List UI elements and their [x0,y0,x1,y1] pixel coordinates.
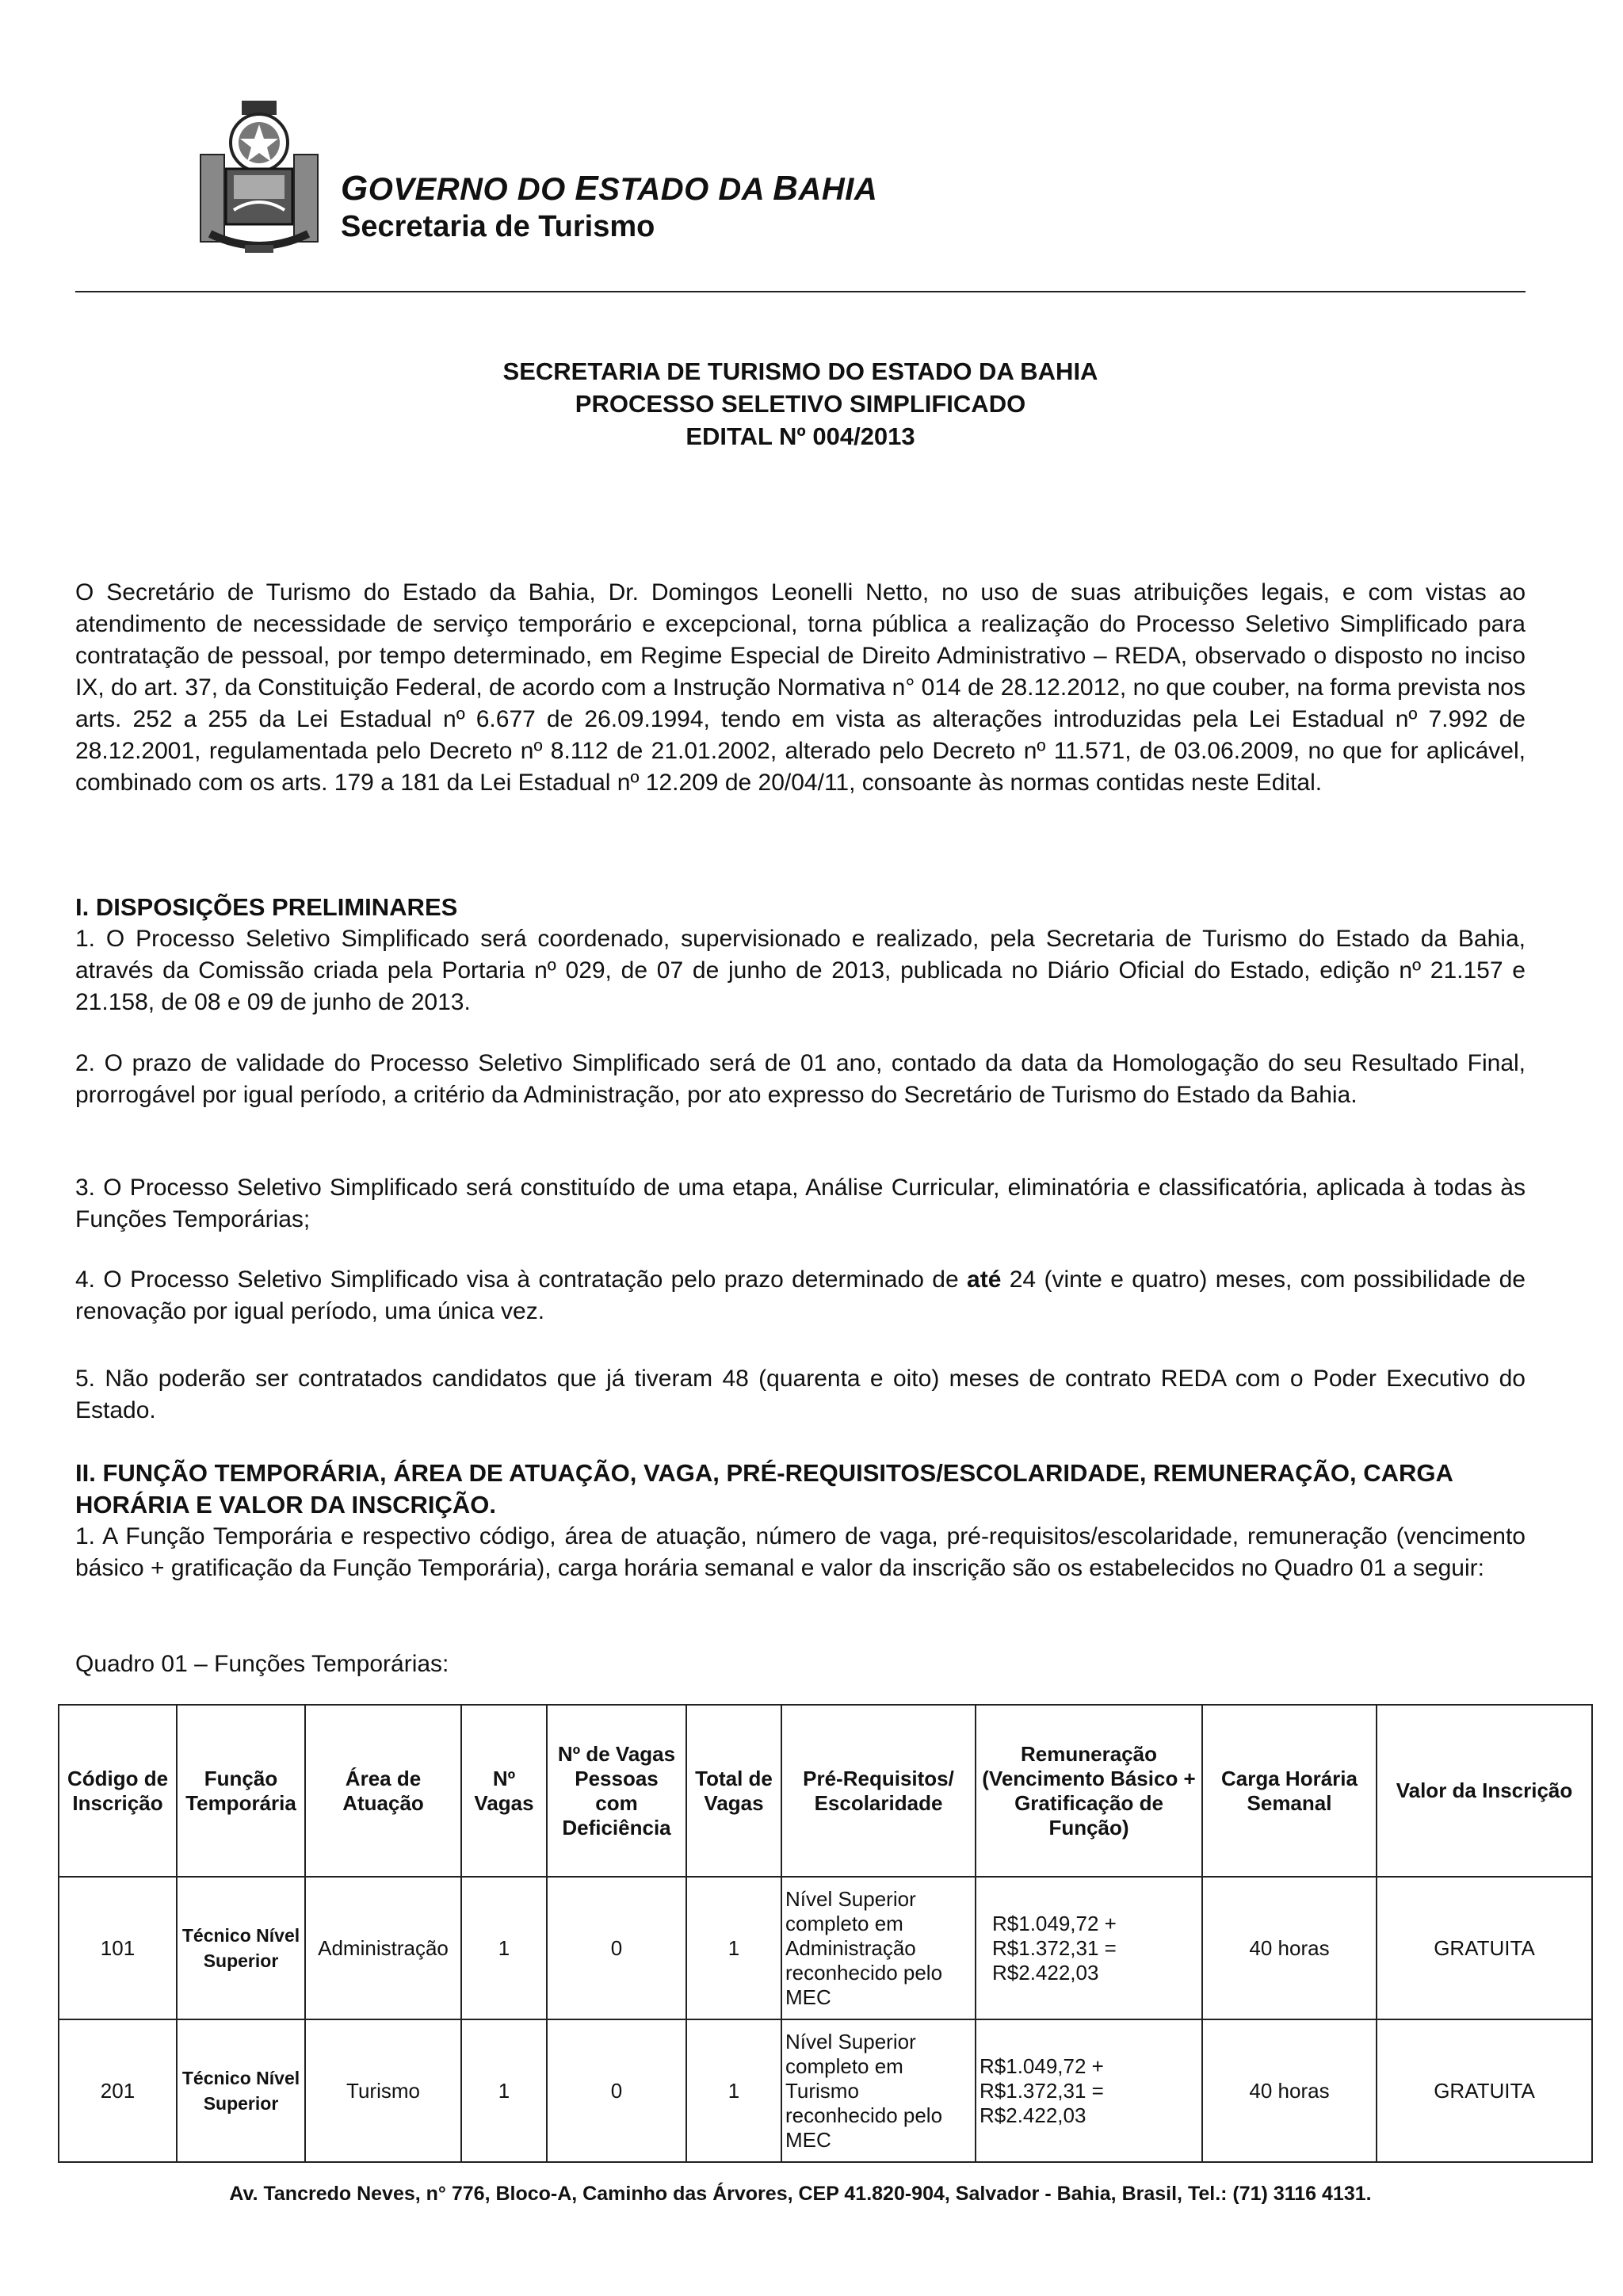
footer-address: Av. Tancredo Neves, n° 776, Bloco-A, Caminho das Árvores, CEP 41.820-904, Salvador - Bahia, Brasil, Tel.: (71) 3116 4131. [229,2183,1372,2205]
title-line-3: EDITAL Nº 004/2013 [685,422,915,450]
cell-valor: GRATUITA [1377,1877,1592,2019]
secretariat-name: Secretaria de Turismo [341,210,655,243]
government-name: GOVERNO DO ESTADO DA BAHIA [341,169,878,208]
table-row [59,1877,1592,2019]
cell-req: Nível Superior completo em Turismo reconhecido pelo MEC [781,2019,976,2162]
cell-vagas: 1 [461,1877,547,2019]
header-codigo: Código de Inscrição [59,1705,177,1877]
cell-total: 1 [686,1877,781,2019]
cell-area: Administração [305,1877,461,2019]
section-2-title: II. FUNÇÃO TEMPORÁRIA, ÁREA DE ATUAÇÃO, VAGA, PRÉ-REQUISITOS/ESCOLARIDADE, REMUNERAÇÃO, CARGA HORÁRIA E VALOR DA INSCRIÇÃO. [75,1459,1453,1519]
title-line-2: PROCESSO SELETIVO SIMPLIFICADO [575,390,1026,418]
section-1-item-5: 5. Não poderão ser contratados candidatos que já tiveram 48 (quarenta e oito) meses de contrato REDA com o Poder Executivo do Estado. [75,1366,1526,1423]
header-req: Pré-Requisitos/ Escolaridade [781,1705,976,1877]
cell-pcd: 0 [547,1877,686,2019]
header-rem: Remuneração (Vencimento Básico + Gratificação de Função) [976,1705,1202,1877]
section-1-item-1: 1. O Processo Seletivo Simplificado será coordenado, supervisionado e realizado, pela Secretaria de Turismo do Estado da Bahia, através da Comissão criada pela Portaria nº 029, de 07 de junho de 2013, publicada no Diário Oficial do Estado, edição nº 21.157 e 21.158, de 08 e 09 de junho de 2013. [75,926,1526,1015]
cell-rem: R$1.049,72 + R$1.372,31 = R$2.422,03 [976,2019,1202,2162]
header-valor: Valor da Inscrição [1377,1705,1592,1877]
cell-funcao: Técnico Nível Superior [177,1877,305,2019]
cell-area: Turismo [305,2019,461,2162]
header-total: Total de Vagas [686,1705,781,1877]
section-1-item-4: 4. O Processo Seletivo Simplificado visa à contratação pelo prazo determinado de até 24 (vinte e quatro) meses, com possibilidade de renovação por igual período, uma única vez. [75,1266,1526,1324]
cell-vagas: 1 [461,2019,547,2162]
header-divider [75,291,1526,292]
cell-pcd: 0 [547,2019,686,2162]
cell-rem: R$1.049,72 + R$1.372,31 = R$2.422,03 [976,1877,1202,2019]
letterhead [196,99,1527,273]
cell-funcao: Técnico Nível Superior [177,2019,305,2162]
section-2-item-1: 1. A Função Temporária e respectivo código, área de atuação, número de vaga, pré-requisitos/escolaridade, remuneração (vencimento básico + gratificação da Função Temporária), carga horária semanal e valor da inscrição são os estabelecidos no Quadro 01 a seguir: [75,1523,1526,1581]
header-funcao: Função Temporária [177,1705,305,1877]
bahia-coat-of-arms-icon [196,99,323,258]
header-pcd: Nº de Vagas Pessoas com Deficiência [547,1705,686,1877]
document-title [75,355,1526,453]
section-1-item-2: 2. O prazo de validade do Processo Seletivo Simplificado será de 01 ano, contado da data da Homologação do seu Resultado Final, prorrogável por igual período, a critério da Administração, por ato expresso do Secretário de Turismo do Estado da Bahia. [75,1050,1526,1108]
table-row [59,2019,1592,2162]
header-carga: Carga Horária Semanal [1202,1705,1377,1877]
header-area: Área de Atuação [305,1705,461,1877]
table-header-row [59,1705,1592,1877]
cell-carga: 40 horas [1202,2019,1377,2162]
intro-paragraph: O Secretário de Turismo do Estado da Bahia, Dr. Domingos Leonelli Netto, no uso de suas atribuições legais, e com vistas ao atendimento de necessidade de serviço temporário e excepcional, torna pública a realização do Processo Seletivo Simplificado para contratação de pessoal, por tempo determinado, em Regime Especial de Direito Administrativo – REDA, observado o disposto no inciso IX, do art. 37, da Constituição Federal, de acordo com a Instrução Normativa n° 014 de 28.12.2012, no que couber, na forma prevista nos arts. 252 a 255 da Lei Estadual nº 6.677 de 26.09.1994, tendo em vista as alterações introduzidas pela Lei Estadual nº 7.992 de 28.12.2001, regulamentada pelo Decreto nº 8.112 de 21.01.2002, alterado pelo Decreto nº 11.571, de 03.06.2009, no que for aplicável, combinado com os arts. 179 a 181 da Lei Estadual nº 12.209 de 20/04/11, consoante às normas contidas neste Edital. [75,579,1526,796]
section-1-title: I. DISPOSIÇÕES PRELIMINARES [75,893,458,921]
cell-total: 1 [686,2019,781,2162]
quadro-caption: Quadro 01 – Funções Temporárias: [75,1651,449,1677]
cell-valor: GRATUITA [1377,2019,1592,2162]
cell-req: Nível Superior completo em Administração reconhecido pelo MEC [781,1877,976,2019]
section-1-item-3: 3. O Processo Seletivo Simplificado será constituído de uma etapa, Análise Curricular, eliminatória e classificatória, aplicada à todas às Funções Temporárias; [75,1175,1526,1232]
cell-codigo: 101 [59,1877,177,2019]
title-line-1: SECRETARIA DE TURISMO DO ESTADO DA BAHIA [502,357,1098,385]
functions-table [58,1704,1593,2163]
header-vagas: Nº Vagas [461,1705,547,1877]
cell-codigo: 201 [59,2019,177,2162]
cell-carga: 40 horas [1202,1877,1377,2019]
